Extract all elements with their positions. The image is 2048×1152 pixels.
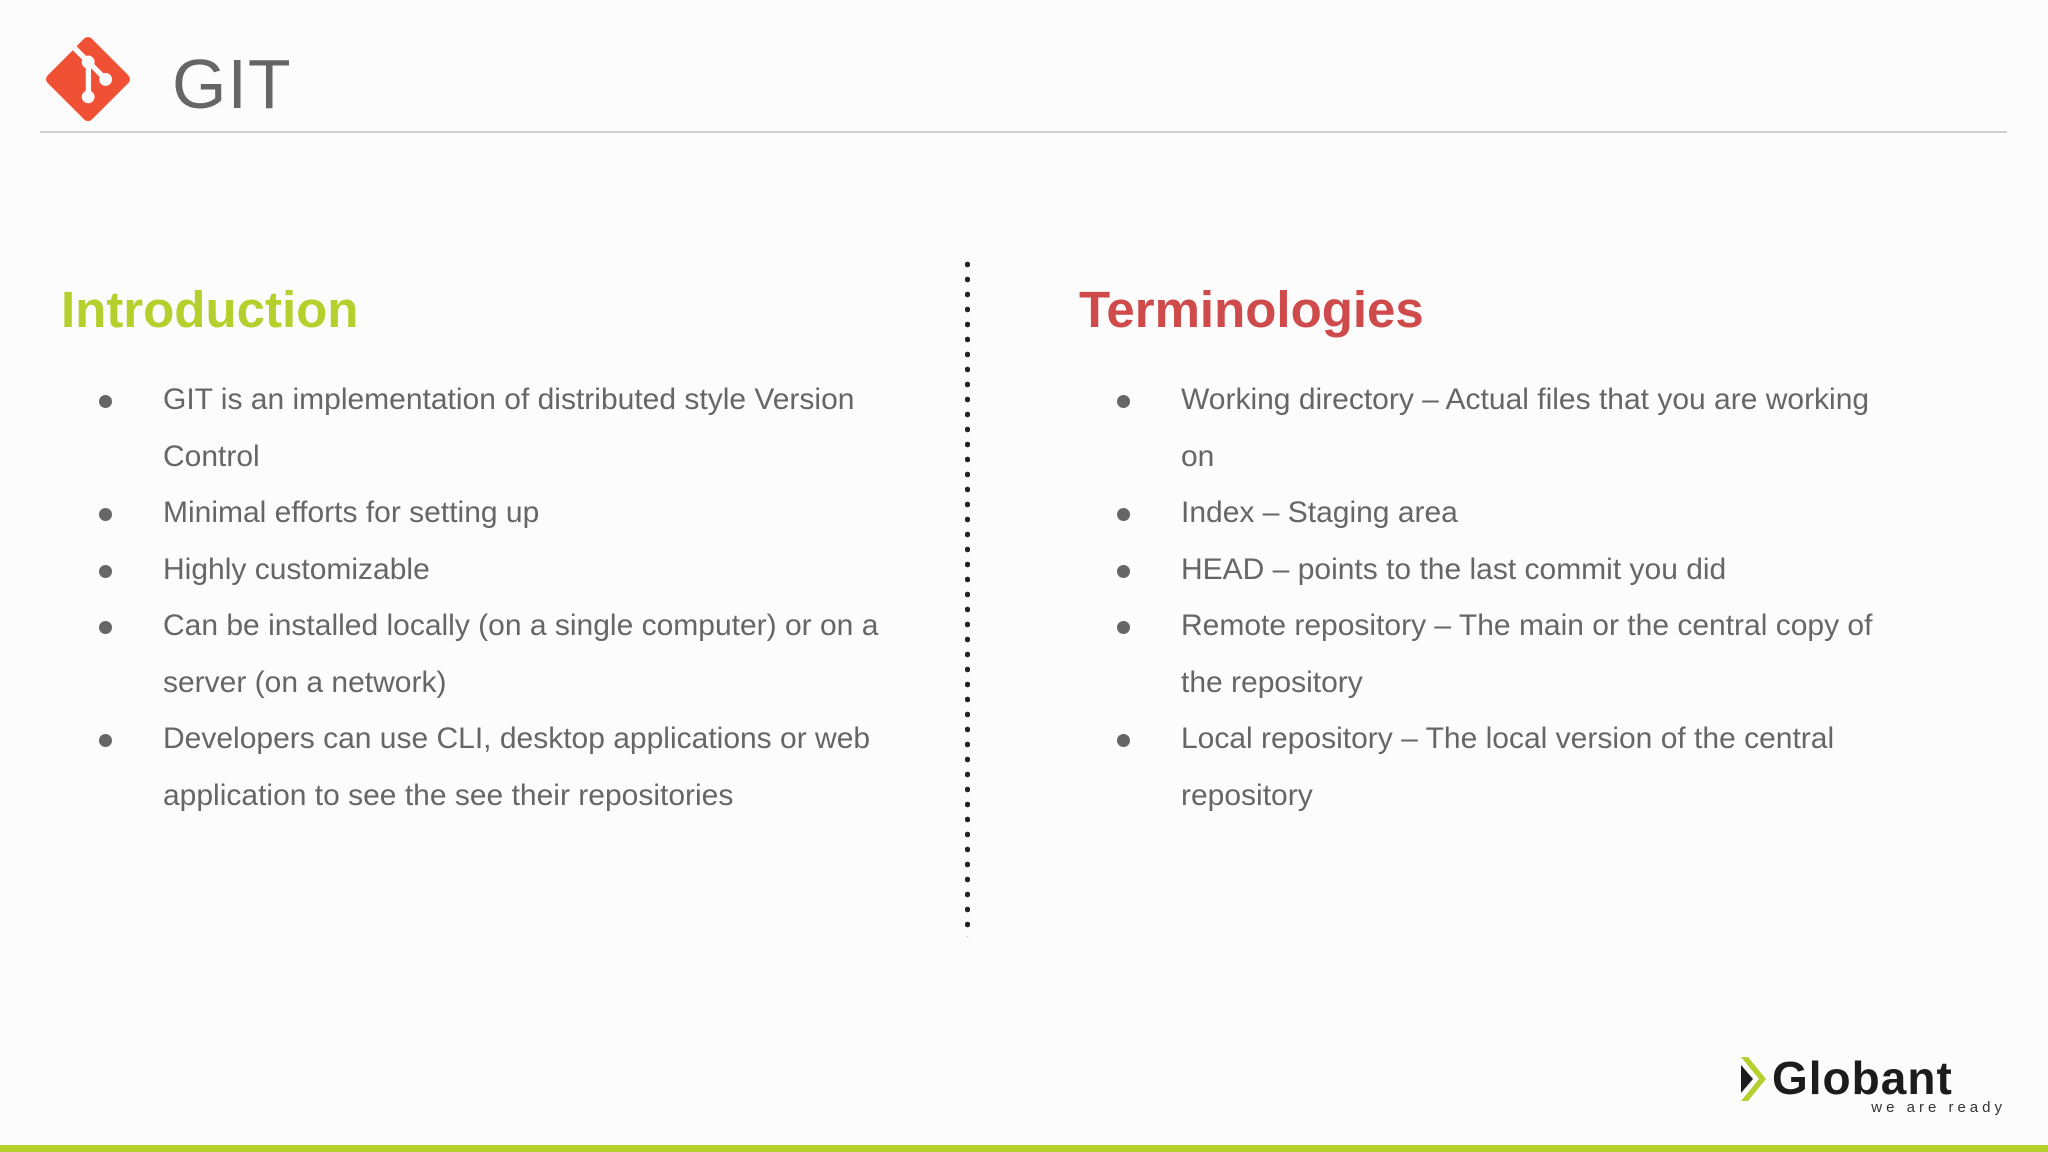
list-item-text: Remote repository – The main or the central copy of the repository [1181, 609, 1873, 699]
git-logo-icon [46, 37, 130, 121]
list-item [61, 598, 883, 711]
bullet-icon [99, 734, 112, 747]
list-item [1079, 485, 1901, 542]
bullet-icon [99, 621, 112, 634]
list-item [1079, 372, 1901, 485]
terminologies-section [1079, 280, 1959, 824]
introduction-list [61, 372, 941, 824]
list-item-text: GIT is an implementation of distributed style Version Control [163, 383, 855, 473]
list-item-text: HEAD – points to the last commit you did [1181, 552, 1727, 586]
list-item [61, 542, 883, 599]
list-item-text: Minimal efforts for setting up [163, 496, 540, 529]
introduction-heading: Introduction [61, 281, 359, 338]
bullet-icon [99, 565, 112, 578]
list-item [1079, 711, 1901, 824]
bullet-icon [99, 508, 112, 521]
list-item [1079, 598, 1901, 711]
list-item [61, 711, 883, 824]
column-divider [965, 257, 970, 937]
bullet-icon [1117, 734, 1130, 747]
list-item [1079, 542, 1901, 599]
brand-name: Globant [1772, 1052, 1953, 1104]
list-item [61, 372, 883, 485]
bullet-icon [99, 395, 112, 408]
slide-title: GIT [172, 45, 292, 123]
globant-logo [1738, 1053, 2010, 1115]
globant-chevron-icon [1738, 1055, 1768, 1103]
brand-tagline: we are ready [1871, 1099, 2006, 1116]
introduction-section [61, 280, 941, 824]
terminologies-heading: Terminologies [1079, 281, 1424, 338]
bullet-icon [1117, 565, 1130, 578]
terminologies-list [1079, 372, 1959, 824]
footer-accent-bar [0, 1145, 2048, 1152]
list-item-text: Local repository – The local version of the central repository [1181, 722, 1835, 812]
header-divider [40, 131, 2007, 133]
bullet-icon [1117, 508, 1130, 521]
list-item-text: Highly customizable [163, 552, 430, 586]
list-item [61, 485, 883, 542]
list-item-text: Index – Staging area [1181, 496, 1458, 529]
list-item-text: Can be installed locally (on a single computer) or on a server (on a network) [163, 609, 879, 699]
bullet-icon [1117, 621, 1130, 634]
list-item-text: Working directory – Actual files that you are working on [1181, 383, 1870, 473]
bullet-icon [1117, 395, 1130, 408]
list-item-text: Developers can use CLI, desktop applications or web application to see the see their repositories [163, 722, 871, 812]
